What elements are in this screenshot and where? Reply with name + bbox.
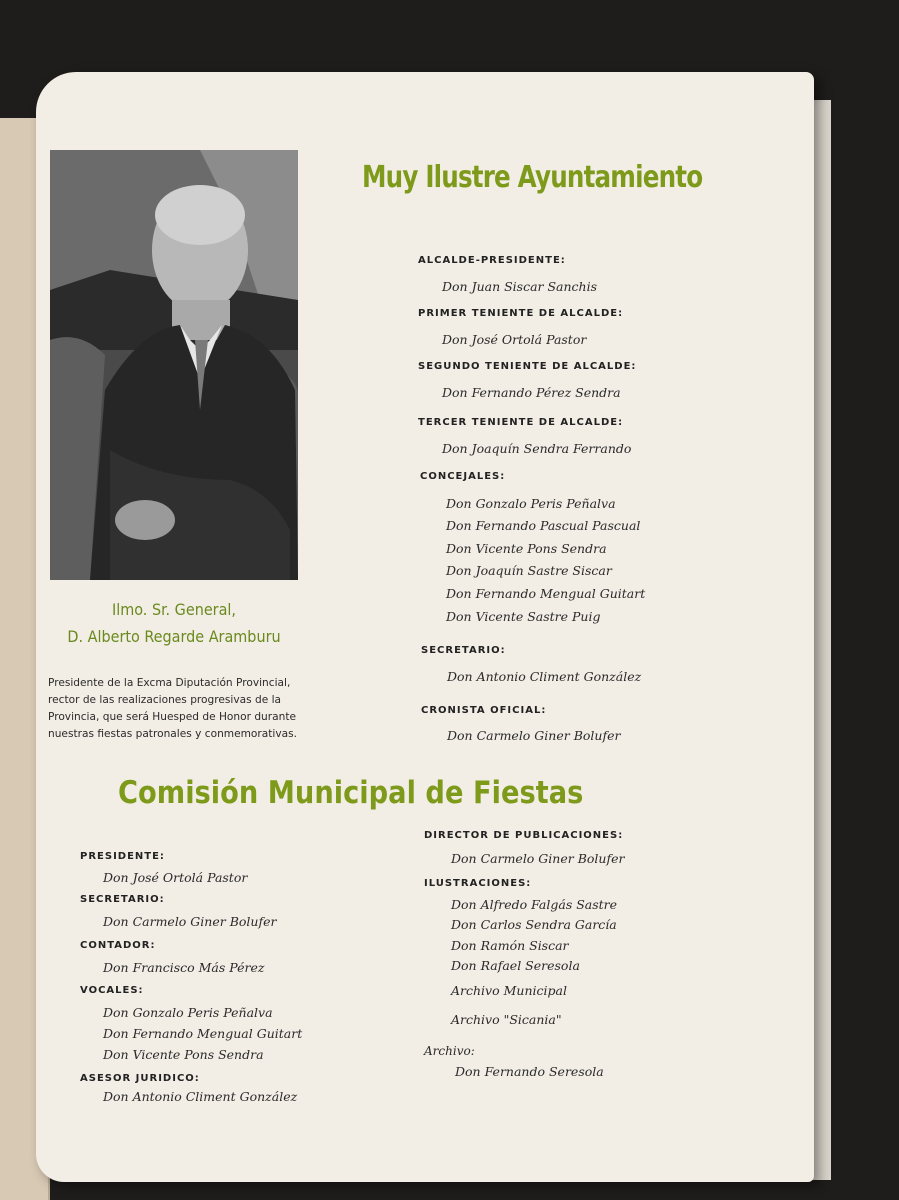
description-line: Presidente de la Excma Diputación Provincial, [48,677,291,689]
role-segundo-teniente: SEGUNDO TENIENTE DE ALCALDE: [418,361,637,372]
person-name: Don Gonzalo Peris Peñalva [446,496,616,511]
person-name: Don Fernando Mengual Guitart [103,1026,303,1041]
person-name: Don Antonio Climent González [103,1089,298,1104]
role-presidente: PRESIDENTE: [80,851,165,862]
person-name: Archivo "Sicania" [451,1012,562,1027]
person-name: Don Joaquín Sendra Ferrando [442,441,632,456]
description-line: rector de las realizaciones progresivas de la [48,694,282,706]
person-name: Don Fernando Seresola [455,1064,604,1079]
person-name: Don Gonzalo Peris Peñalva [103,1005,273,1020]
description-line: Provincia, que será Huesped de Honor durante [48,711,297,723]
person-name: Don Carmelo Giner Bolufer [447,728,621,743]
role-cronista: CRONISTA OFICIAL: [421,705,547,716]
ayuntamiento-title: Muy Ilustre Ayuntamiento [362,160,703,195]
portrait-name-line1: Ilmo. Sr. General, [112,600,236,619]
person-name: Don Francisco Más Pérez [103,960,265,975]
person-name: Don Vicente Sastre Puig [446,609,601,624]
role-contador: CONTADOR: [80,940,156,951]
portrait-name-line2: D. Alberto Regarde Aramburu [67,627,281,646]
role-vocales: VOCALES: [80,985,144,996]
person-name: Don Fernando Pérez Sendra [442,385,621,400]
role-concejales: CONCEJALES: [420,471,506,482]
role-alcalde: ALCALDE-PRESIDENTE: [418,255,566,266]
role-primer-teniente: PRIMER TENIENTE DE ALCALDE: [418,308,624,319]
person-name: Don Alfredo Falgás Sastre [451,897,618,912]
role-asesor-juridico: ASESOR JURIDICO: [80,1073,200,1084]
role-secretario-comision: SECRETARIO: [80,894,165,905]
comision-title: Comisión Municipal de Fiestas [118,775,584,811]
person-name: Don Vicente Pons Sendra [103,1047,264,1062]
person-name: Don Vicente Pons Sendra [446,541,607,556]
role-ilustraciones: ILUSTRACIONES: [424,878,532,889]
person-name: Don Carlos Sendra García [451,917,617,932]
person-name: Don Antonio Climent González [447,669,642,684]
person-name: Don Fernando Pascual Pascual [446,518,641,533]
person-name: Don Rafael Seresola [451,958,580,973]
portrait-photo [50,150,298,580]
person-name: Don Carmelo Giner Bolufer [451,851,625,866]
portrait-illustration [50,150,298,580]
role-secretario: SECRETARIO: [421,645,506,656]
person-name: Don Carmelo Giner Bolufer [103,914,277,929]
person-name: Don Fernando Mengual Guitart [446,586,646,601]
person-name: Don Juan Siscar Sanchis [442,279,598,294]
person-name: Don Ramón Siscar [451,938,569,953]
person-name: Archivo Municipal [451,983,567,998]
description-line: nuestras fiestas patronales y conmemorativas. [48,728,298,740]
role-director-publicaciones: DIRECTOR DE PUBLICACIONES: [424,830,624,841]
portrait-description [48,675,300,743]
role-archivo: Archivo: [424,1044,475,1058]
person-name: Don José Ortolá Pastor [103,870,248,885]
role-tercer-teniente: TERCER TENIENTE DE ALCALDE: [418,417,624,428]
person-name: Don José Ortolá Pastor [442,332,587,347]
person-name: Don Joaquín Sastre Siscar [446,563,612,578]
